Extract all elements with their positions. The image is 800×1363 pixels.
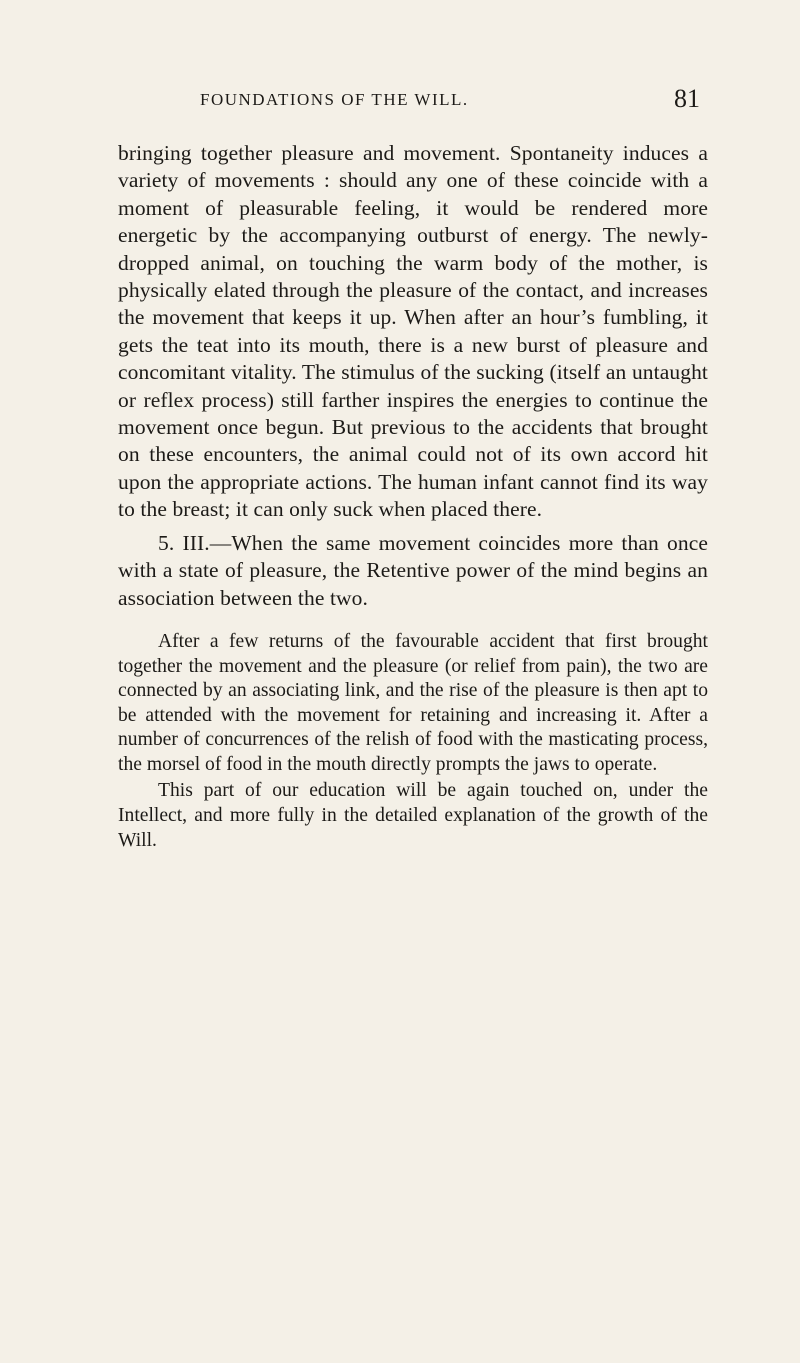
paragraph-small-closing: This part of our education will be again touched on, under the Intellect, and more fully in the detailed explanation of the growth of the Will. (118, 780, 708, 851)
page-header (118, 86, 700, 116)
paragraph-continuation: bringing together pleasure and movement. Spontaneity induces a variety of movements : should any one of these coincide with a moment of pleasurable feeling, it would be rendered more energetic by the accompanying outburst of energy. The newly-dropped animal, on touching the warm body of the mother, is physically elated through the pleasure of the contact, and increases the movement that keeps it up. When after an hour’s fumbling, it gets the teat into its mouth, there is a new burst of pleasure and concomitant vitality. The stimulus of the sucking (itself an untaught or reflex process) still farther inspires the energies to continue the movement once begun. But previous to the accidents that brought on these encounters, the animal could not of its own accord hit upon the appropriate actions. The human infant cannot find its way to the breast; it can only suck when placed there. (118, 141, 708, 522)
paragraph-small: After a few returns of the favourable accident that first brought together the movement and the pleasure (or relief from pain), the two are connected by an associating link, and the rise of the pleasure is then apt to be attended with the movement for retaining and increasing it. After a number of concurrences of the relish of food with the masticating process, the morsel of food in the mouth directly prompts the jaws to operate. (118, 630, 708, 775)
body-text (118, 140, 708, 853)
page-number: 81 (674, 84, 700, 113)
running-head: FOUNDATIONS OF THE WILL. (200, 90, 469, 109)
section-paragraph: 5. III.—When the same movement coincides more than once with a state of pleasure, the Retentive power of the mind begins an association between the two. (118, 530, 708, 610)
